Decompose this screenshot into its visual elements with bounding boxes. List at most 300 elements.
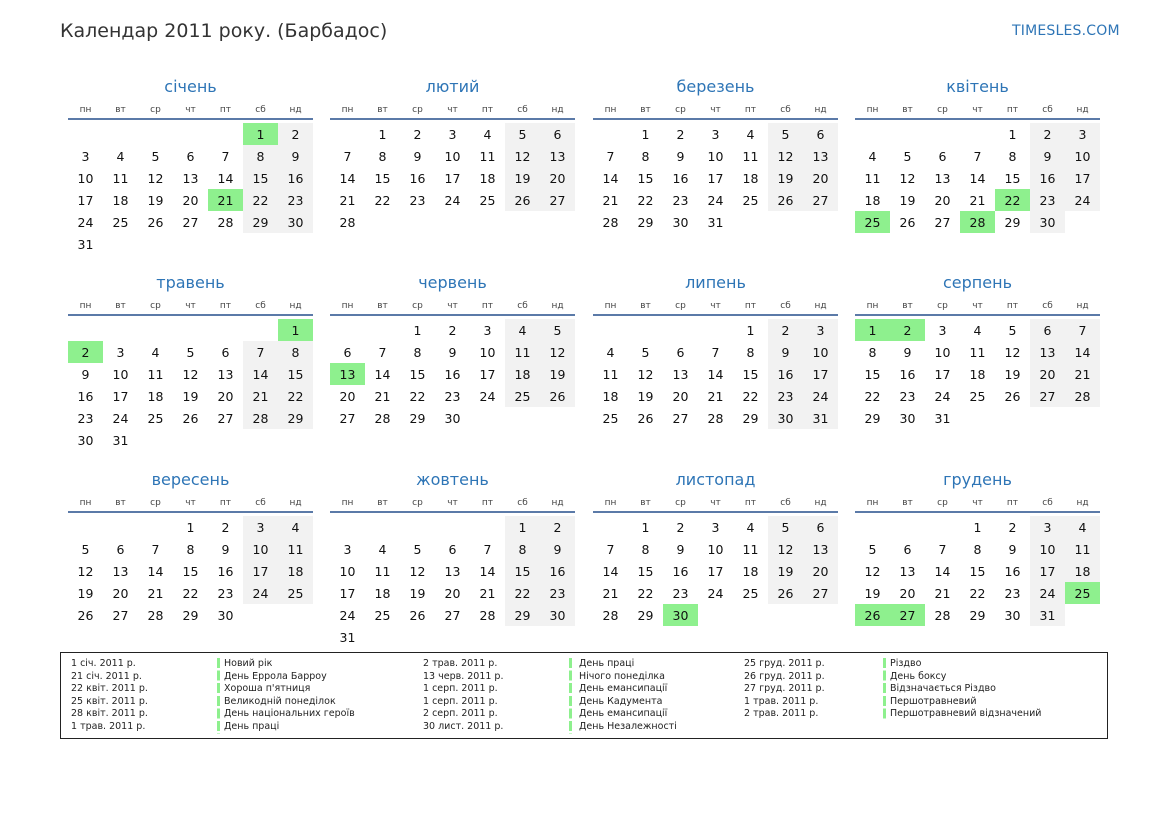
day-cell: 14 bbox=[339, 170, 356, 186]
month-block bbox=[330, 268, 575, 429]
weekday-label: пн bbox=[866, 104, 879, 115]
day-cell: 10 bbox=[934, 344, 951, 360]
legend-holiday-name: Хороша п'ятниця bbox=[224, 683, 311, 695]
month-days bbox=[855, 123, 1100, 233]
weekday-label: чт bbox=[447, 300, 458, 311]
day-cell: 16 bbox=[444, 366, 461, 382]
day-cell: 11 bbox=[147, 366, 164, 382]
empty-cell bbox=[208, 123, 243, 145]
day-cell: 7 bbox=[378, 344, 387, 360]
day-cell: 18 bbox=[112, 192, 129, 208]
weekday-label: ср bbox=[412, 300, 423, 311]
day-cell: 4 bbox=[505, 319, 540, 341]
weekday-header bbox=[855, 101, 1100, 120]
legend-holiday-name: День національних героїв bbox=[224, 708, 355, 720]
day-cell: 4 bbox=[278, 516, 313, 538]
day-cell: 6 bbox=[343, 344, 352, 360]
weekday-header bbox=[330, 297, 575, 316]
month-name: жовтень bbox=[416, 470, 489, 489]
empty-cell bbox=[208, 319, 243, 341]
day-cell: 10 bbox=[339, 563, 356, 579]
day-cell: 15 bbox=[374, 170, 391, 186]
day-cell: 4 bbox=[973, 322, 982, 338]
day-cell: 9 bbox=[413, 148, 422, 164]
day-cell: 21 bbox=[602, 585, 619, 601]
day-cell: 23 bbox=[278, 189, 313, 211]
day-cell: 7 bbox=[973, 148, 982, 164]
legend-names bbox=[579, 658, 677, 734]
legend-holiday-name: День праці bbox=[224, 720, 280, 732]
weekday-label: ср bbox=[675, 104, 686, 115]
day-cell: 30 bbox=[672, 214, 689, 230]
weekday-label: чт bbox=[447, 497, 458, 508]
day-cell: 18 bbox=[602, 388, 619, 404]
month-days bbox=[330, 123, 575, 233]
month-days bbox=[330, 516, 575, 648]
day-cell: 9 bbox=[278, 145, 313, 167]
empty-cell bbox=[138, 123, 173, 145]
day-cell: 5 bbox=[868, 541, 877, 557]
day-cell: 27 bbox=[672, 410, 689, 426]
month-name: серпень bbox=[943, 273, 1012, 292]
day-cell: 13 bbox=[1030, 341, 1065, 363]
month-days bbox=[68, 516, 313, 626]
day-cell: 4 bbox=[868, 148, 877, 164]
weekday-label: пн bbox=[79, 104, 92, 115]
day-cell: 1 bbox=[413, 322, 422, 338]
day-cell: 30 bbox=[217, 607, 234, 623]
day-cell: 21 bbox=[1065, 363, 1100, 385]
day-cell: 21 bbox=[707, 388, 724, 404]
day-cell: 18 bbox=[1065, 560, 1100, 582]
weekday-label: сб bbox=[255, 497, 266, 508]
month-block bbox=[68, 268, 313, 451]
empty-cell bbox=[138, 319, 173, 341]
legend-date: 28 квіт. 2011 р. bbox=[71, 708, 148, 720]
weekday-label: ср bbox=[937, 104, 948, 115]
day-cell: 24 bbox=[1065, 189, 1100, 211]
empty-cell bbox=[925, 516, 960, 538]
empty-cell bbox=[330, 123, 365, 145]
month-block bbox=[68, 465, 313, 626]
day-cell: 9 bbox=[676, 541, 685, 557]
day-cell: 18 bbox=[374, 585, 391, 601]
legend-date: 21 січ. 2011 р. bbox=[71, 670, 142, 682]
day-cell: 22 bbox=[864, 388, 881, 404]
day-cell: 5 bbox=[81, 541, 90, 557]
day-cell: 4 bbox=[746, 126, 755, 142]
empty-cell bbox=[68, 319, 103, 341]
day-cell: 6 bbox=[803, 516, 838, 538]
legend-holiday-name: День Еррола Барроу bbox=[224, 670, 327, 682]
day-cell: 20 bbox=[217, 388, 234, 404]
day-cell: 5 bbox=[505, 123, 540, 145]
weekday-label: чт bbox=[185, 300, 196, 311]
day-cell: 19 bbox=[1004, 366, 1021, 382]
month-days bbox=[330, 319, 575, 429]
month-block bbox=[855, 268, 1100, 429]
day-cell: 15 bbox=[742, 366, 759, 382]
weekday-label: чт bbox=[185, 497, 196, 508]
day-cell: 9 bbox=[903, 344, 912, 360]
empty-cell bbox=[330, 319, 365, 341]
day-cell: 9 bbox=[1030, 145, 1065, 167]
month-name: лютий bbox=[425, 77, 480, 96]
legend-holiday-name: День боксу bbox=[890, 670, 947, 682]
day-cell: 30 bbox=[1030, 211, 1065, 233]
day-cell: 17 bbox=[339, 585, 356, 601]
day-cell: 31 bbox=[707, 214, 724, 230]
day-cell: 1 bbox=[641, 519, 650, 535]
day-cell: 2 bbox=[413, 126, 422, 142]
day-cell: 17 bbox=[243, 560, 278, 582]
month-days bbox=[855, 319, 1100, 429]
weekday-label: пт bbox=[744, 497, 757, 508]
day-cell: 9 bbox=[540, 538, 575, 560]
empty-cell bbox=[890, 516, 925, 538]
day-cell: 15 bbox=[637, 563, 654, 579]
day-cell: 14 bbox=[1065, 341, 1100, 363]
day-cell: 22 bbox=[278, 385, 313, 407]
legend-holiday-name: Нічого понеділка bbox=[579, 670, 665, 682]
day-cell: 29 bbox=[1004, 214, 1021, 230]
weekday-label: пт bbox=[1006, 104, 1019, 115]
day-cell: 6 bbox=[938, 148, 947, 164]
day-cell: 12 bbox=[540, 341, 575, 363]
day-cell: 24 bbox=[479, 388, 496, 404]
empty-cell bbox=[960, 123, 995, 145]
day-cell: 30 bbox=[768, 407, 803, 429]
weekday-label: чт bbox=[972, 497, 983, 508]
day-cell: 12 bbox=[899, 170, 916, 186]
day-cell: 1 bbox=[1008, 126, 1017, 142]
day-cell: 29 bbox=[969, 607, 986, 623]
day-cell: 26 bbox=[182, 410, 199, 426]
weekday-label: нд bbox=[1076, 104, 1089, 115]
day-cell: 15 bbox=[969, 563, 986, 579]
day-cell: 15 bbox=[182, 563, 199, 579]
weekday-label: пн bbox=[604, 104, 617, 115]
day-cell: 25 bbox=[374, 607, 391, 623]
day-cell: 26 bbox=[147, 214, 164, 230]
empty-cell bbox=[628, 319, 663, 341]
month-name: грудень bbox=[943, 470, 1012, 489]
day-cell: 16 bbox=[77, 388, 94, 404]
day-cell: 16 bbox=[217, 563, 234, 579]
day-cell: 15 bbox=[278, 363, 313, 385]
legend-date: 1 серп. 2011 р. bbox=[423, 695, 498, 707]
month-days bbox=[593, 516, 838, 626]
day-cell: 18 bbox=[969, 366, 986, 382]
weekday-label: сб bbox=[1042, 104, 1053, 115]
day-cell: 19 bbox=[505, 167, 540, 189]
month-days bbox=[855, 516, 1100, 626]
day-cell: 19 bbox=[768, 167, 803, 189]
weekday-label: нд bbox=[814, 497, 827, 508]
day-cell: 21 bbox=[374, 388, 391, 404]
day-cell: 23 bbox=[672, 192, 689, 208]
weekday-label: вт bbox=[115, 300, 126, 311]
day-cell: 14 bbox=[479, 563, 496, 579]
day-cell: 26 bbox=[1004, 388, 1021, 404]
day-cell: 12 bbox=[77, 563, 94, 579]
day-cell: 1 bbox=[505, 516, 540, 538]
day-cell: 20 bbox=[540, 167, 575, 189]
legend-date: 2 трав. 2011 р. bbox=[423, 658, 498, 669]
day-cell: 14 bbox=[969, 170, 986, 186]
day-cell: 21 bbox=[479, 585, 496, 601]
weekday-label: сб bbox=[517, 104, 528, 115]
day-cell: 20 bbox=[934, 192, 951, 208]
day-cell: 7 bbox=[606, 148, 615, 164]
weekday-label: пт bbox=[744, 104, 757, 115]
holiday-legend bbox=[60, 652, 1108, 739]
day-cell: 27 bbox=[540, 189, 575, 211]
day-cell: 28 bbox=[934, 607, 951, 623]
day-cell: 7 bbox=[1065, 319, 1100, 341]
legend-holiday-name: День емансипації bbox=[579, 708, 668, 720]
day-cell: 24 bbox=[1030, 582, 1065, 604]
day-cell: 25 bbox=[742, 192, 759, 208]
day-cell: 15 bbox=[409, 366, 426, 382]
day-cell: 26 bbox=[505, 189, 540, 211]
weekday-label: вт bbox=[377, 300, 388, 311]
legend-date: 30 лист. 2011 р. bbox=[423, 720, 504, 732]
day-cell: 28 bbox=[217, 214, 234, 230]
holiday-day-cell: 22 bbox=[995, 189, 1030, 211]
day-cell: 17 bbox=[77, 192, 94, 208]
weekday-label: ср bbox=[150, 300, 161, 311]
legend-holiday-name: День праці bbox=[579, 658, 635, 669]
day-cell: 17 bbox=[479, 366, 496, 382]
day-cell: 2 bbox=[448, 322, 457, 338]
holiday-day-cell: 1 bbox=[243, 123, 278, 145]
day-cell: 22 bbox=[742, 388, 759, 404]
day-cell: 15 bbox=[505, 560, 540, 582]
holiday-day-cell: 1 bbox=[855, 319, 890, 341]
day-cell: 16 bbox=[1004, 563, 1021, 579]
day-cell: 10 bbox=[707, 148, 724, 164]
holiday-day-cell: 13 bbox=[330, 363, 365, 385]
day-cell: 6 bbox=[186, 148, 195, 164]
day-cell: 3 bbox=[711, 126, 720, 142]
day-cell: 26 bbox=[540, 385, 575, 407]
day-cell: 2 bbox=[540, 516, 575, 538]
day-cell: 6 bbox=[803, 123, 838, 145]
legend-holiday-name: Першотравневий bbox=[890, 695, 977, 707]
holiday-day-cell: 2 bbox=[68, 341, 103, 363]
empty-cell bbox=[470, 516, 505, 538]
day-cell: 29 bbox=[864, 410, 881, 426]
month-days bbox=[593, 123, 838, 233]
day-cell: 21 bbox=[602, 192, 619, 208]
day-cell: 24 bbox=[707, 192, 724, 208]
day-cell: 13 bbox=[444, 563, 461, 579]
legend-marker bbox=[569, 658, 572, 734]
month-name: червень bbox=[418, 273, 487, 292]
month-days bbox=[68, 319, 313, 451]
weekday-label: нд bbox=[289, 104, 302, 115]
holiday-day-cell: 21 bbox=[208, 189, 243, 211]
brand-link[interactable]: TIMESLES.COM bbox=[1012, 23, 1120, 39]
day-cell: 7 bbox=[606, 541, 615, 557]
weekday-label: нд bbox=[551, 497, 564, 508]
weekday-label: ср bbox=[150, 104, 161, 115]
day-cell: 25 bbox=[278, 582, 313, 604]
day-cell: 20 bbox=[112, 585, 129, 601]
holiday-day-cell: 28 bbox=[960, 211, 995, 233]
day-cell: 17 bbox=[803, 363, 838, 385]
day-cell: 14 bbox=[374, 366, 391, 382]
legend-holiday-name: Новий рік bbox=[224, 658, 273, 669]
day-cell: 10 bbox=[479, 344, 496, 360]
day-cell: 26 bbox=[768, 582, 803, 604]
day-cell: 23 bbox=[899, 388, 916, 404]
weekday-label: пн bbox=[79, 300, 92, 311]
month-name: липень bbox=[685, 273, 746, 292]
weekday-header bbox=[68, 101, 313, 120]
day-cell: 21 bbox=[339, 192, 356, 208]
day-cell: 28 bbox=[479, 607, 496, 623]
day-cell: 29 bbox=[409, 410, 426, 426]
day-cell: 22 bbox=[243, 189, 278, 211]
day-cell: 22 bbox=[637, 585, 654, 601]
day-cell: 10 bbox=[112, 366, 129, 382]
day-cell: 8 bbox=[1008, 148, 1017, 164]
day-cell: 20 bbox=[803, 560, 838, 582]
empty-cell bbox=[698, 319, 733, 341]
holiday-day-cell: 27 bbox=[890, 604, 925, 626]
holiday-day-cell: 30 bbox=[663, 604, 698, 626]
day-cell: 4 bbox=[1065, 516, 1100, 538]
day-cell: 6 bbox=[903, 541, 912, 557]
day-cell: 1 bbox=[378, 126, 387, 142]
day-cell: 26 bbox=[899, 214, 916, 230]
legend-names bbox=[890, 658, 1041, 721]
day-cell: 6 bbox=[1030, 319, 1065, 341]
empty-cell bbox=[593, 123, 628, 145]
day-cell: 13 bbox=[112, 563, 129, 579]
legend-holiday-name: День емансипації bbox=[579, 683, 668, 695]
day-cell: 15 bbox=[864, 366, 881, 382]
day-cell: 12 bbox=[182, 366, 199, 382]
day-cell: 2 bbox=[278, 123, 313, 145]
weekday-label: пт bbox=[1006, 300, 1019, 311]
weekday-label: вт bbox=[115, 497, 126, 508]
day-cell: 11 bbox=[742, 541, 759, 557]
weekday-label: пт bbox=[219, 497, 232, 508]
weekday-label: пн bbox=[866, 300, 879, 311]
weekday-header bbox=[68, 297, 313, 316]
day-cell: 7 bbox=[711, 344, 720, 360]
day-cell: 20 bbox=[1030, 363, 1065, 385]
month-block bbox=[593, 268, 838, 429]
day-cell: 1 bbox=[746, 322, 755, 338]
day-cell: 13 bbox=[934, 170, 951, 186]
day-cell: 1 bbox=[641, 126, 650, 142]
day-cell: 20 bbox=[182, 192, 199, 208]
empty-cell bbox=[855, 123, 890, 145]
weekday-label: пн bbox=[79, 497, 92, 508]
weekday-label: чт bbox=[710, 300, 721, 311]
day-cell: 14 bbox=[602, 563, 619, 579]
day-cell: 16 bbox=[278, 167, 313, 189]
day-cell: 28 bbox=[707, 410, 724, 426]
empty-cell bbox=[890, 123, 925, 145]
day-cell: 8 bbox=[378, 148, 387, 164]
day-cell: 7 bbox=[243, 341, 278, 363]
weekday-label: сб bbox=[780, 497, 791, 508]
day-cell: 3 bbox=[81, 148, 90, 164]
day-cell: 12 bbox=[1004, 344, 1021, 360]
legend-date: 1 січ. 2011 р. bbox=[71, 658, 136, 669]
day-cell: 13 bbox=[803, 538, 838, 560]
empty-cell bbox=[855, 516, 890, 538]
day-cell: 28 bbox=[602, 607, 619, 623]
weekday-header bbox=[855, 494, 1100, 513]
weekday-label: чт bbox=[710, 497, 721, 508]
day-cell: 25 bbox=[505, 385, 540, 407]
day-cell: 16 bbox=[899, 366, 916, 382]
empty-cell bbox=[925, 123, 960, 145]
weekday-label: нд bbox=[289, 497, 302, 508]
day-cell: 17 bbox=[444, 170, 461, 186]
weekday-label: вт bbox=[115, 104, 126, 115]
day-cell: 27 bbox=[112, 607, 129, 623]
day-cell: 17 bbox=[707, 563, 724, 579]
day-cell: 24 bbox=[707, 585, 724, 601]
day-cell: 31 bbox=[1030, 604, 1065, 626]
day-cell: 23 bbox=[540, 582, 575, 604]
day-cell: 31 bbox=[77, 236, 94, 252]
day-cell: 13 bbox=[803, 145, 838, 167]
weekday-label: пт bbox=[481, 300, 494, 311]
day-cell: 4 bbox=[483, 126, 492, 142]
month-block bbox=[330, 465, 575, 648]
day-cell: 5 bbox=[186, 344, 195, 360]
weekday-label: вт bbox=[640, 497, 651, 508]
day-cell: 3 bbox=[938, 322, 947, 338]
day-cell: 5 bbox=[768, 123, 803, 145]
legend-date: 1 трав. 2011 р. bbox=[71, 720, 146, 732]
day-cell: 29 bbox=[243, 211, 278, 233]
month-block bbox=[68, 72, 313, 255]
weekday-label: пн bbox=[341, 497, 354, 508]
day-cell: 7 bbox=[343, 148, 352, 164]
empty-cell bbox=[400, 516, 435, 538]
empty-cell bbox=[435, 516, 470, 538]
weekday-label: нд bbox=[1076, 497, 1089, 508]
day-cell: 14 bbox=[934, 563, 951, 579]
day-cell: 8 bbox=[641, 541, 650, 557]
day-cell: 29 bbox=[637, 607, 654, 623]
day-cell: 11 bbox=[742, 148, 759, 164]
legend-date: 25 груд. 2011 р. bbox=[744, 658, 825, 669]
legend-date: 1 трав. 2011 р. bbox=[744, 695, 819, 707]
day-cell: 8 bbox=[641, 148, 650, 164]
empty-cell bbox=[243, 319, 278, 341]
legend-marker bbox=[883, 658, 886, 721]
month-days bbox=[68, 123, 313, 255]
weekday-label: пт bbox=[744, 300, 757, 311]
day-cell: 2 bbox=[676, 126, 685, 142]
weekday-label: вт bbox=[377, 104, 388, 115]
day-cell: 25 bbox=[602, 410, 619, 426]
legend-names bbox=[224, 658, 355, 734]
day-cell: 1 bbox=[186, 519, 195, 535]
day-cell: 17 bbox=[707, 170, 724, 186]
day-cell: 19 bbox=[147, 192, 164, 208]
